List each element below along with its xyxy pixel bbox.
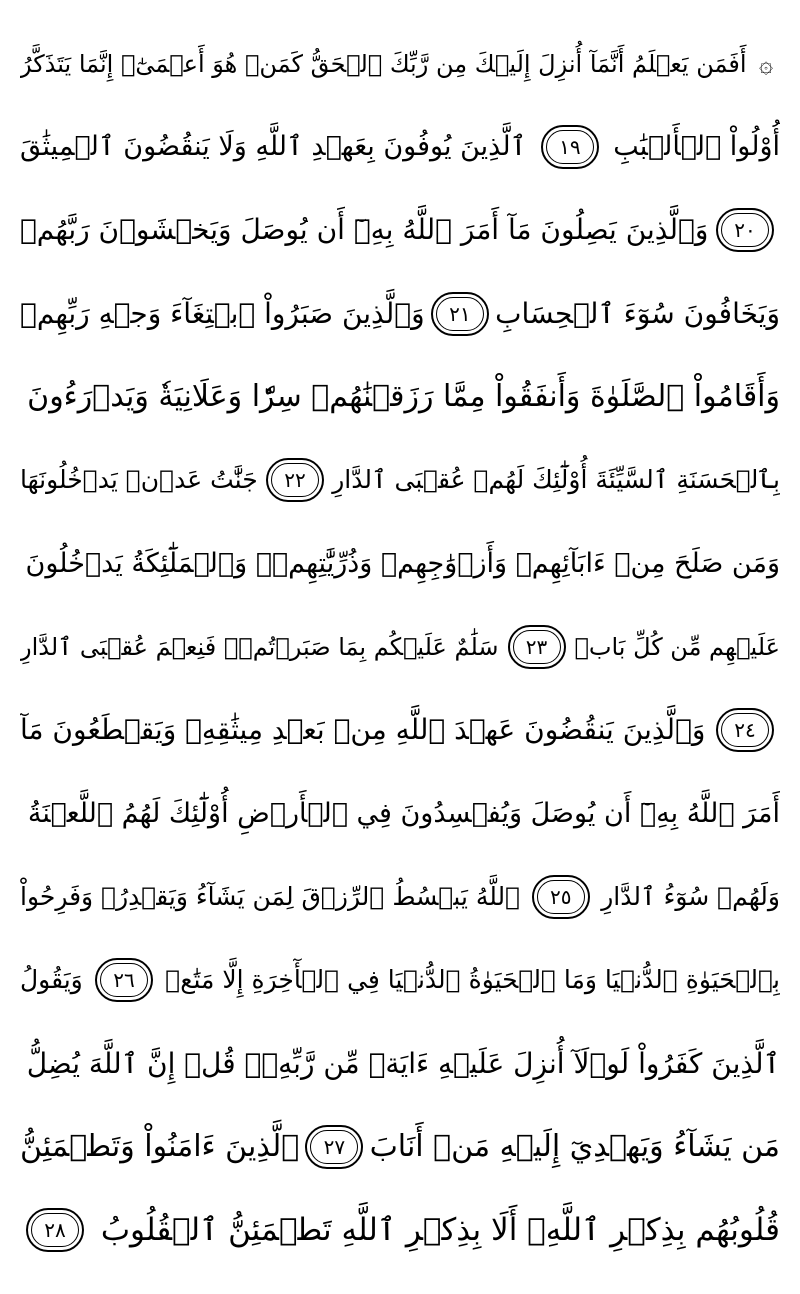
text-line-14 xyxy=(20,1105,780,1188)
text-line-1 xyxy=(20,22,780,105)
verse-text: وَيَخَافُونَ سُوٓءَ ٱلۡحِسَابِ xyxy=(495,296,780,330)
verse-text: ٱلَّذِينَ يُوفُونَ بِعَهۡدِ ٱللَّهِ وَلَا يَنقُضُونَ ٱلۡمِيثَٰقَ xyxy=(20,131,527,162)
ayah-number-marker: ٢٣ xyxy=(508,625,566,669)
text-line-4 xyxy=(20,272,780,355)
text-line-2 xyxy=(20,105,780,188)
quran-page xyxy=(20,22,780,1272)
verse-text: جَنَّٰتُ عَدۡنٖ يَدۡخُلُونَهَا xyxy=(20,465,258,495)
verse-text: مَن يَشَآءُ وَيَهۡدِيٓ إِلَيۡهِ مَنۡ أَنَابَ xyxy=(369,1128,780,1164)
ayah-number-marker: ٢٥ xyxy=(532,875,590,919)
verse-text: وَأَقَامُواْ ٱلصَّلَوٰةَ وَأَنفَقُواْ مِمَّا رَزَقۡنَٰهُمۡ سِرّٗا وَعَلَانِيَةٗ وَيَدۡرَءُونَ xyxy=(27,378,780,414)
text-line-7 xyxy=(20,522,780,605)
ayah-number-marker: ٢١ xyxy=(431,292,489,336)
verse-text: ٱللَّهُ يَبۡسُطُ ٱلرِّزۡقَ لِمَن يَشَآءُ وَيَقۡدِرُۚ وَفَرِحُواْ xyxy=(20,881,521,911)
verse-text: أُوْلُواْ ٱلۡأَلۡبَٰبِ xyxy=(613,131,780,162)
text-line-11 xyxy=(20,855,780,938)
verse-text: وَلَهُمۡ سُوٓءُ ٱلدَّارِ xyxy=(601,881,780,911)
verse-text: أَفَمَن يَعۡلَمُ أَنَّمَآ أُنزِلَ إِلَيۡكَ مِن رَّبِّكَ ٱلۡحَقُّ كَمَنۡ هُوَ أَعۡمَىٰٓۚ إِنَّمَا يَتَذَكَّرُ xyxy=(20,49,747,78)
rub-el-hizb-icon: ۞ xyxy=(758,49,774,78)
ayah-number-marker: ١٩ xyxy=(541,125,599,169)
text-line-5 xyxy=(20,355,780,438)
text-line-3 xyxy=(20,189,780,272)
verse-text: وَٱلَّذِينَ صَبَرُواْ ٱبۡتِغَآءَ وَجۡهِ رَبِّهِمۡ xyxy=(20,296,425,330)
verse-text: سَلَٰمٌ عَلَيۡكُم بِمَا صَبَرۡتُمۡۚ فَنِعۡمَ عُقۡبَى ٱلدَّارِ xyxy=(20,632,499,661)
verse-text: ٱلَّذِينَ كَفَرُواْ لَوۡلَآ أُنزِلَ عَلَيۡهِ ءَايَةٞ مِّن رَّبِّهِۦۗ قُلۡ إِنَّ ٱللَّهَ يُضِلُّ xyxy=(26,1046,780,1080)
verse-text: وَٱلَّذِينَ يَصِلُونَ مَآ أَمَرَ ٱللَّهُ بِهِۦٓ أَن يُوصَلَ وَيَخۡشَوۡنَ رَبَّهُمۡ xyxy=(20,213,709,247)
verse-text: وَمَن صَلَحَ مِنۡ ءَابَآئِهِمۡ وَأَزۡوَٰجِهِمۡ وَذُرِّيَّٰتِهِمۡۖ وَٱلۡمَلَٰٓئِكَةُ يَدۡخُلُونَ xyxy=(25,547,780,579)
text-line-13 xyxy=(20,1022,780,1105)
text-line-8 xyxy=(20,605,780,688)
text-line-10 xyxy=(20,772,780,855)
verse-text: وَيَقُولُ xyxy=(20,965,83,995)
ayah-number-marker: ٢٨ xyxy=(26,1208,84,1252)
verse-text: وَٱلَّذِينَ يَنقُضُونَ عَهۡدَ ٱللَّهِ مِنۢ بَعۡدِ مِيثَٰقِهِۦ وَيَقۡطَعُونَ مَآ xyxy=(20,713,706,747)
ayah-number-marker: ٢٤ xyxy=(716,708,774,752)
ayah-number-marker: ٢٠ xyxy=(716,208,774,252)
verse-text: بِٱلۡحَسَنَةِ ٱلسَّيِّئَةَ أُوْلَٰٓئِكَ لَهُمۡ عُقۡبَى ٱلدَّارِ xyxy=(332,465,780,495)
verse-text: ٱلَّذِينَ ءَامَنُواْ وَتَطۡمَئِنُّ xyxy=(20,1128,300,1164)
verse-text: بِٱلۡحَيَوٰةِ ٱلدُّنۡيَا وَمَا ٱلۡحَيَوٰةُ ٱلدُّنۡيَا فِي ٱلۡأٓخِرَةِ إِلَّا مَتَٰعٞ xyxy=(165,965,780,995)
ayah-number-marker: ٢٦ xyxy=(95,958,153,1002)
verse-text: أَمَرَ ٱللَّهُ بِهِۦٓ أَن يُوصَلَ وَيُفۡسِدُونَ فِي ٱلۡأَرۡضِ أُوْلَٰٓئِكَ لَهُمُ ٱللَّعۡنَةُ xyxy=(27,797,780,829)
text-line-15 xyxy=(20,1189,780,1272)
verse-text: عَلَيۡهِم مِّن كُلِّ بَابٖ xyxy=(574,632,780,661)
text-line-12 xyxy=(20,939,780,1022)
text-line-9 xyxy=(20,689,780,772)
text-line-6 xyxy=(20,439,780,522)
ayah-number-marker: ٢٧ xyxy=(305,1125,363,1169)
verse-text: قُلُوبُهُم بِذِكۡرِ ٱللَّهِۗ أَلَا بِذِكۡرِ ٱللَّهِ تَطۡمَئِنُّ ٱلۡقُلُوبُ xyxy=(100,1212,780,1249)
ayah-number-marker: ٢٢ xyxy=(266,458,324,502)
